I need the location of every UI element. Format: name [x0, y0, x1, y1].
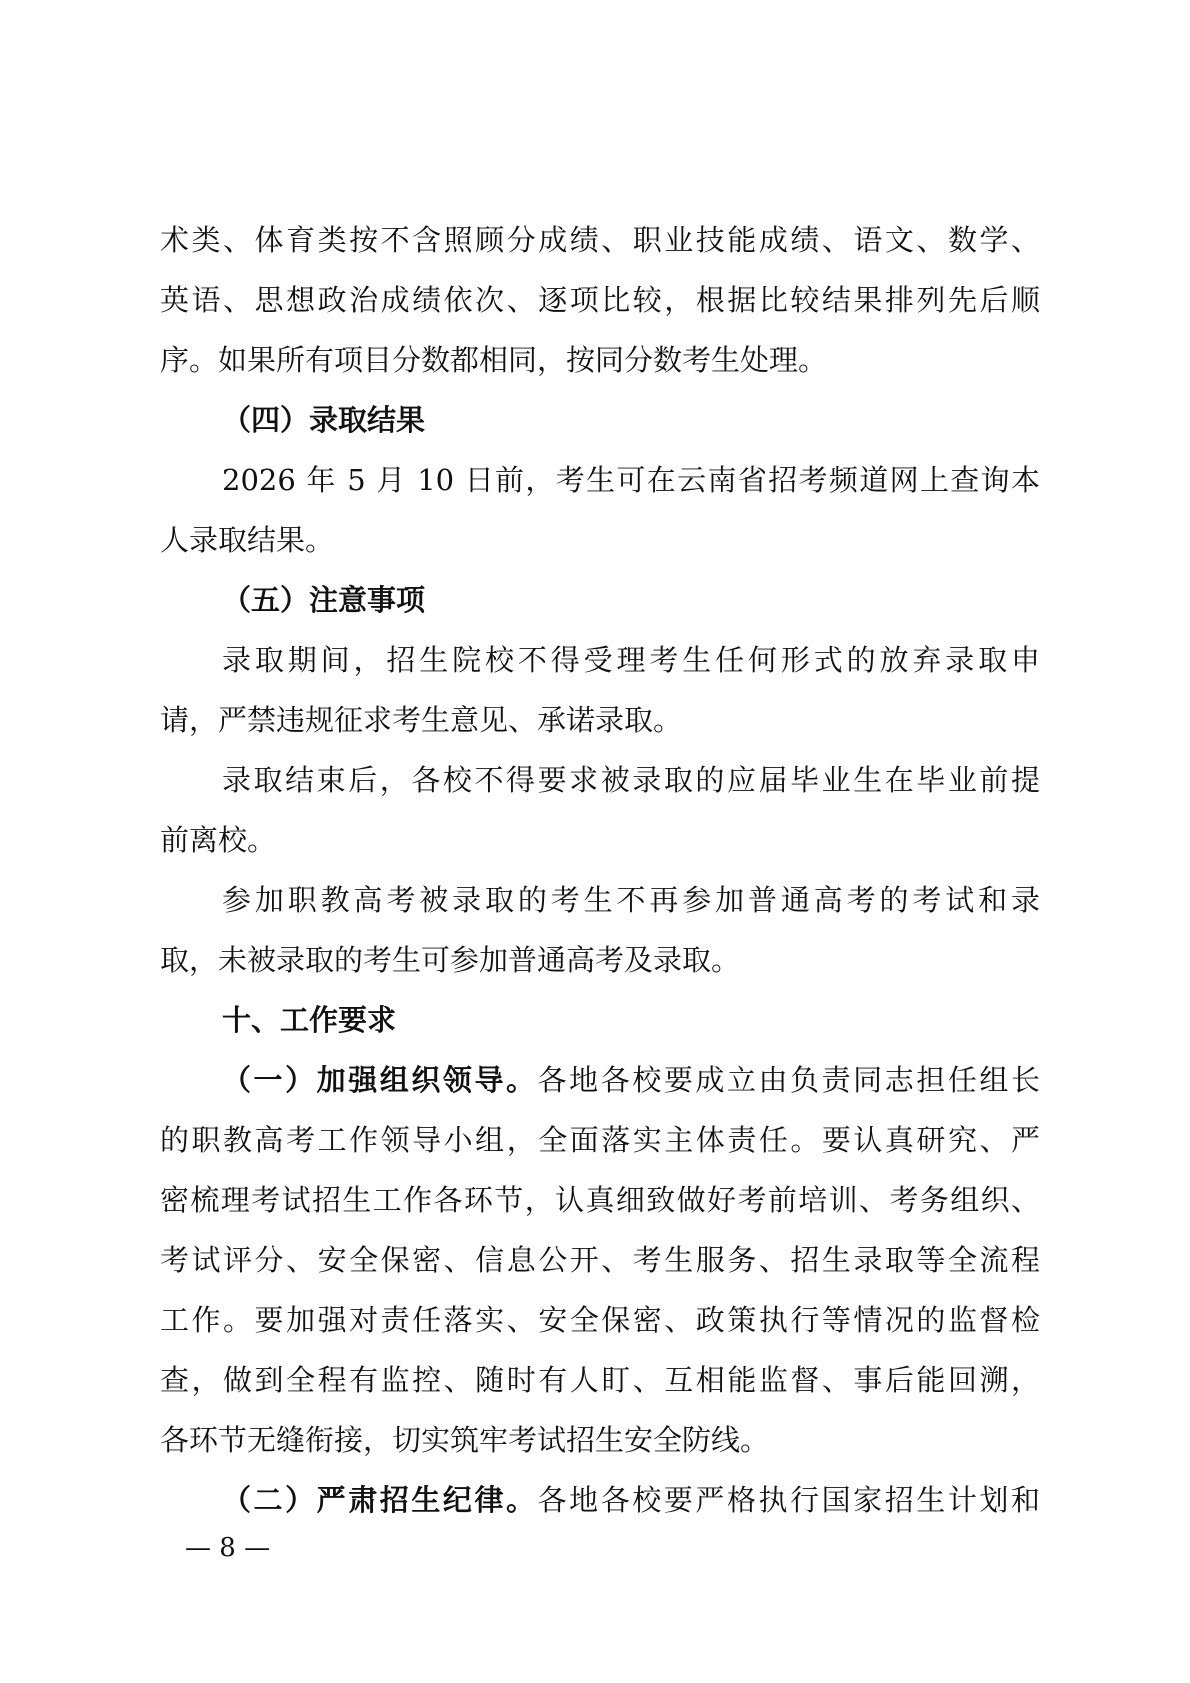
- section-heading: [160, 570, 1040, 630]
- text-line: [160, 1470, 1040, 1530]
- text-line: 序。如果所有项目分数都相同，按同分数考生处理。: [160, 343, 828, 377]
- text-line: 查，做到全程有监控、随时有人盯、互相能监督、事后能回溯，: [160, 1363, 1040, 1397]
- text-line: 的职教高考工作领导小组，全面落实主体责任。要认真研究、严: [160, 1123, 1040, 1157]
- text-line: 各环节无缝衔接，切实筑牢考试招生安全防线。: [160, 1423, 770, 1457]
- text-line: 密梳理考试招生工作各环节，认真细致做好考前培训、考务组织、: [160, 1183, 1040, 1217]
- section-heading: [160, 390, 1040, 450]
- document-body: [160, 210, 1040, 1530]
- paragraph: [160, 630, 1040, 750]
- text-line: 请，严禁违规征求考生意见、承诺录取。: [160, 703, 683, 737]
- text-line: 2026 年 5 月 10 日前，考生可在云南省招考频道网上查询本: [222, 463, 1040, 497]
- page-number: — 8 —: [185, 1533, 271, 1563]
- text-line: 参加职教高考被录取的考生不再参加普通高考的考试和录: [222, 883, 1040, 917]
- paragraph: [160, 450, 1040, 570]
- text-line: 录取期间，招生院校不得受理考生任何形式的放弃录取申: [222, 643, 1040, 677]
- text-line: （四）录取结果: [222, 403, 426, 437]
- text-line: 术类、体育类按不含照顾分成绩、职业技能成绩、语文、数学、: [160, 223, 1040, 257]
- lead-rest: 各地各校要成立由负责同志担任组长: [537, 1063, 1040, 1097]
- text-line: 英语、思想政治成绩依次、逐项比较，根据比较结果排列先后顺: [160, 283, 1040, 317]
- text-line: 前离校。: [160, 823, 277, 857]
- paragraph: [160, 870, 1040, 990]
- lead-phrase: （一）加强组织领导。: [222, 1063, 538, 1097]
- text-line: （五）注意事项: [222, 583, 426, 617]
- text-line: 考试评分、安全保密、信息公开、考生服务、招生录取等全流程: [160, 1243, 1040, 1277]
- paragraph: [160, 210, 1040, 390]
- paragraph: [160, 1050, 1040, 1470]
- section-heading: [160, 990, 1040, 1050]
- text-line: 十、工作要求: [222, 1003, 397, 1037]
- lead-phrase: （二）严肃招生纪律。: [222, 1483, 538, 1517]
- text-line: 录取结束后，各校不得要求被录取的应届毕业生在毕业前提: [222, 763, 1040, 797]
- text-line: 取，未被录取的考生可参加普通高考及录取。: [160, 943, 741, 977]
- paragraph: [160, 750, 1040, 870]
- text-line: 人录取结果。: [160, 523, 335, 557]
- text-line: 工作。要加强对责任落实、安全保密、政策执行等情况的监督检: [160, 1303, 1040, 1337]
- paragraph: [160, 1470, 1040, 1530]
- lead-rest: 各地各校要严格执行国家招生计划和: [537, 1483, 1040, 1517]
- text-line: [160, 1050, 1040, 1110]
